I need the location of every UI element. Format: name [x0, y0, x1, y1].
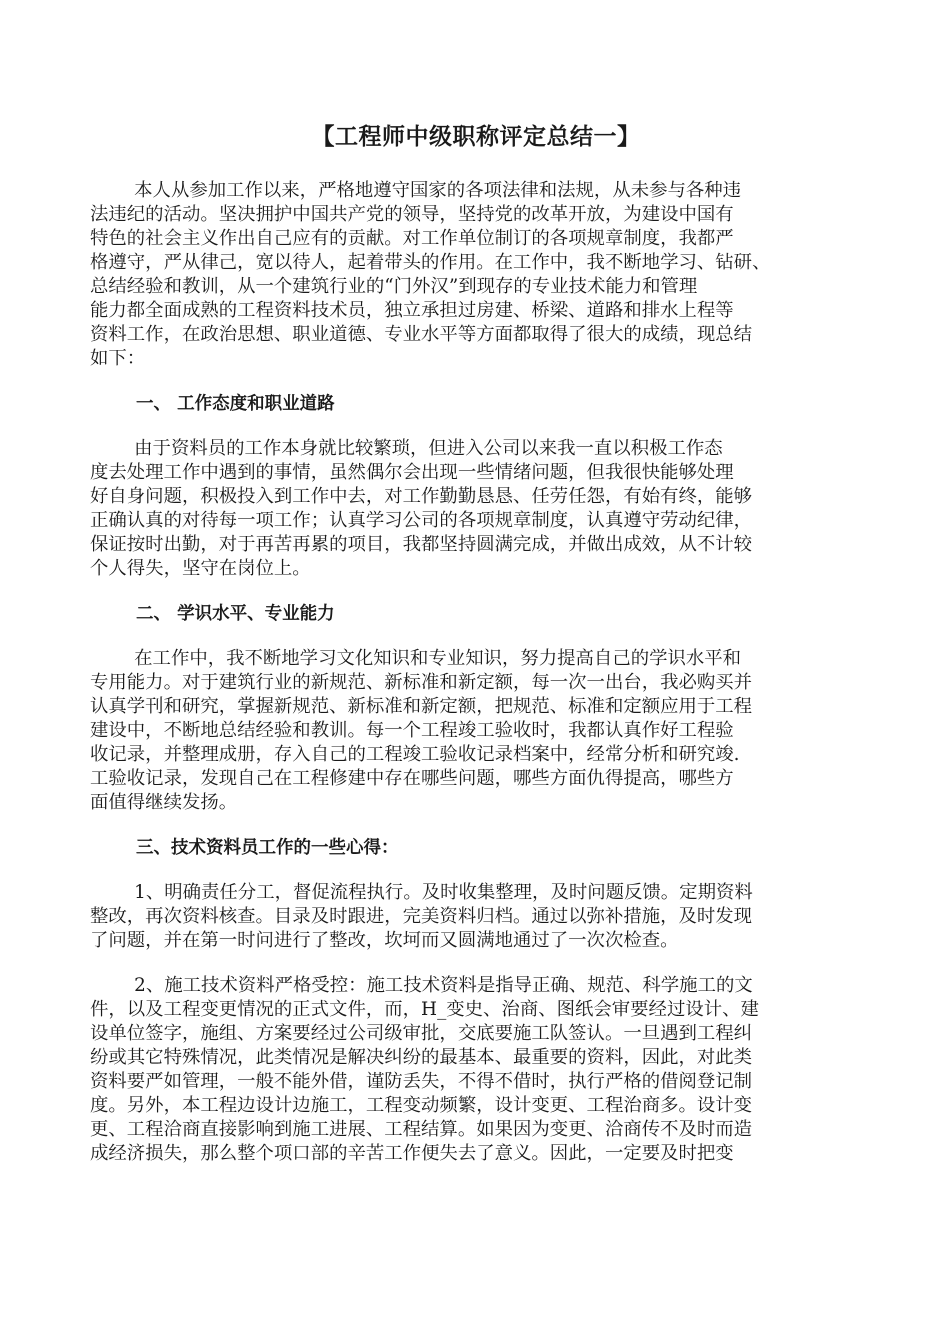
spacer — [90, 581, 862, 602]
section-1-heading: 一、 工作态度和职业道路 — [136, 394, 335, 414]
intro-paragraph: 本人从参加工作以来，严格地遵守国家的各项法律和法规，从未参与各种违 法违纪的活动。坚决拥护中国共产党的领导，坚持党的改革开放，为建设中国有 特色的社会主义作出自己应有的贡献。对工作单位制订的各项规章制度，我都严 格遵守，严从律己，宽以待人，起着带头的作用。在工作中，我不断地学习、钻研、 总结经验和教训，从一个建筑行业的“门外汉”到现存的专业技术能力和管理 能力都全面成熟的工程资料技术员，独立承担过房建、桥梁、道路和排水上程等 资料工作，在政治思想、职业道德、专业水平等方面都取得了很大的成绩，现总结 如下： — [90, 180, 771, 369]
document-page — [90, 110, 862, 1166]
spacer — [90, 860, 862, 881]
section-2-heading: 二、 学识水平、专业能力 — [136, 604, 335, 624]
section-3-heading: 三、技术资料员工作的一些心得： — [136, 838, 399, 858]
spacer — [90, 371, 862, 392]
spacer — [90, 416, 862, 437]
spacer — [90, 815, 862, 836]
section-3-item-2: 2、施工技术资料严格受控：施工技术资料是指导正确、规范、科学施工的文 件，以及工程变更情况的正式文件，而，H_变史、治商、图纸会审要经过设计、建 设单位签字，施组、方案要经过公司级审批，交底要施工队签认。一旦遇到工程纠 纷或其它特殊情况，此类情况是解决纠纷的最基本、最重要的资料，因此，对此类 资料要严如管理，一般不能外借，谨防丢失，不得不借时，执行严格的借阅登记制 度。另外，本工程边设计边施工，工程变动频繁，设计变更、工程治商多。设计变 更、工程洽商直接影响到施工进展、工程结算。如果因为变更、洽商传不及时而造 成经济损失，那么整个项口部的辛苦工作便失去了意义。因此，一定要及时把变 — [90, 975, 759, 1164]
section-3-item-1: 1、明确责任分工，督促流程执行。及时收集整理，及时问题反馈。定期资料 整改，再次资料核查。目录及时跟进，完美资料归档。通过以弥补措施，及时发现 了问题，并在第一时问进行了整改，坎坷而又圆满地通过了一次次检查。 — [90, 882, 753, 951]
section-2-paragraph: 在工作中，我不断地学习文化知识和专业知识，努力提高自己的学识水平和 专用能力。对于建筑行业的新规范、新标准和新定额，每一次一出台，我必购买并 认真学刊和研究，掌握新规范、新标准和新定额，把规范、标准和定额应用于工程 建设中，不断地总结经验和教训。每一个工程竣工验收时，我都认真作好工程验 收记录，并整理成册，存入自己的工程竣工验收记录档案中，经常分析和研究竣. 工验收记录，发现自己在工程修建中存在哪些问题，哪些方面仇得提高，哪些方 面值得继续发扬。 — [90, 648, 753, 813]
spacer — [90, 626, 862, 647]
document-title: 【工程师中级职称评定总结一】 — [311, 124, 641, 150]
spacer — [90, 953, 862, 974]
section-1-paragraph: 由于资料员的工作本身就比较繁琐，但进入公司以来我一直以积极工作态 度去处理工作中遇到的事情，虽然偶尔会出现一些情绪问题，但我很快能够处理 好自身问题，积极投入到工作中去，对工作勤勤恳恳、任劳任怨，有始有终，能够 正确认真的对待每一项工作；认真学习公司的各项规章制度，认真遵守劳动纪律， 保证按时出勤，对于再苦再累的项目，我都坚持圆满完成，并做出成效，从不计较 个人得失，坚守在岗位上。 — [90, 438, 753, 579]
